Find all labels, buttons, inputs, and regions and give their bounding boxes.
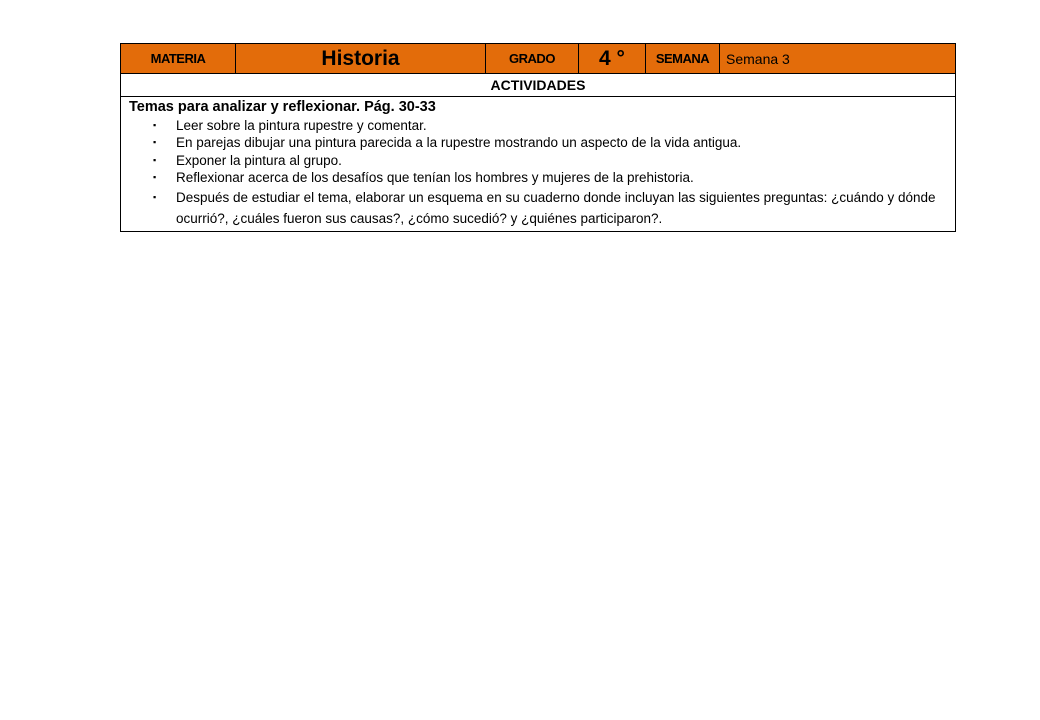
- topic-line: Temas para analizar y reflexionar. Pág. 30-33: [129, 99, 436, 115]
- list-item: [153, 187, 939, 229]
- bullet-icon: ▪: [153, 119, 157, 130]
- activity-text: Después de estudiar el tema, elaborar un esquema en su cuaderno donde incluyan las siguientes preguntas: ¿cuándo y dónde ocurrió?, ¿cuáles fueron sus causas?, ¿cómo sucedió? y ¿quiénes participaron?.: [176, 189, 936, 226]
- activities-title: ACTIVIDADES: [121, 74, 955, 97]
- activity-list: [129, 117, 939, 229]
- bullet-icon: ▪: [153, 172, 157, 182]
- activity-text: En parejas dibujar una pintura parecida a la rupestre mostrando un aspecto de la vida antigua.: [176, 135, 742, 150]
- activities-body: [121, 97, 955, 231]
- activity-text: Leer sobre la pintura rupestre y comentar.: [176, 117, 427, 133]
- bullet-icon: ▪: [153, 137, 157, 147]
- subject-label: MATERIA: [121, 44, 236, 73]
- grade-value: 4 °: [579, 44, 646, 73]
- activity-text: Reflexionar acerca de los desafíos que tenían los hombres y mujeres de la prehistoria.: [176, 170, 694, 185]
- list-item: [153, 134, 939, 152]
- list-item: [153, 169, 939, 187]
- header-row: [121, 44, 955, 74]
- activity-sheet-table: [120, 43, 956, 232]
- activity-text: Exponer la pintura al grupo.: [176, 152, 342, 168]
- grade-label: GRADO: [486, 44, 579, 73]
- bullet-icon: ▪: [153, 191, 157, 202]
- list-item: [153, 152, 939, 170]
- week-value: Semana 3: [726, 50, 790, 67]
- list-item: [153, 117, 939, 135]
- subject-value: Historia: [236, 44, 486, 73]
- week-label: SEMANA: [646, 44, 720, 73]
- bullet-icon: ▪: [153, 154, 157, 165]
